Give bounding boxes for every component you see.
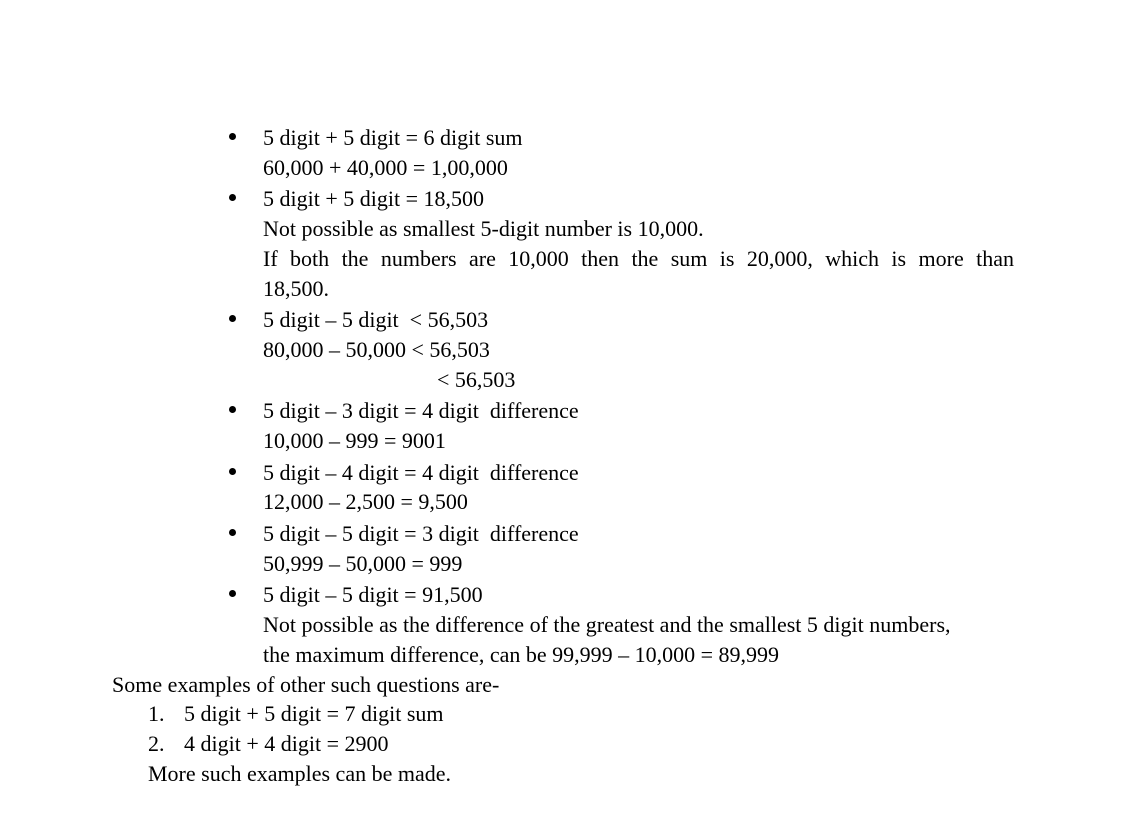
bullet-detail-line: 18,500. — [263, 276, 329, 301]
bullet-heading: 5 digit – 4 digit = 4 digit difference — [263, 460, 579, 485]
bullet-detail-line: 50,999 – 50,000 = 999 — [263, 551, 463, 576]
bullet-detail-line: < 56,503 — [437, 367, 516, 392]
bullet-heading: 5 digit – 5 digit = 3 digit difference — [263, 521, 579, 546]
bullet-heading: 5 digit – 5 digit = 91,500 — [263, 582, 483, 607]
bullet-dot — [229, 529, 236, 536]
bullet-detail-line: 12,000 – 2,500 = 9,500 — [263, 489, 468, 514]
example-number: 2. — [148, 731, 165, 756]
bullet-heading: 5 digit + 5 digit = 18,500 — [263, 186, 484, 211]
bullet-detail-line: 10,000 – 999 = 9001 — [263, 428, 446, 453]
examples-intro: Some examples of other such questions are- — [112, 672, 500, 697]
bullet-dot — [229, 590, 236, 597]
example-number: 1. — [148, 701, 165, 726]
bullet-dot — [229, 468, 236, 475]
example-text: 5 digit + 5 digit = 7 digit sum — [184, 701, 444, 726]
bullet-detail-line: 80,000 – 50,000 < 56,503 — [263, 337, 490, 362]
bullet-detail-line: the maximum difference, can be 99,999 – 10,000 = 89,999 — [263, 642, 780, 667]
closing-text: More such examples can be made. — [148, 761, 451, 786]
bullet-dot — [229, 406, 236, 413]
bullet-dot — [229, 133, 236, 140]
bullet-heading: 5 digit + 5 digit = 6 digit sum — [263, 125, 523, 150]
bullet-dot — [229, 315, 236, 322]
bullet-detail-line: If both the numbers are 10,000 then the sum is 20,000, which is more than — [263, 246, 1014, 271]
example-text: 4 digit + 4 digit = 2900 — [184, 731, 389, 756]
bullet-detail-line: 60,000 + 40,000 = 1,00,000 — [263, 155, 508, 180]
bullet-detail-line: Not possible as the difference of the greatest and the smallest 5 digit numbers, — [263, 612, 951, 637]
bullet-heading: 5 digit – 3 digit = 4 digit difference — [263, 398, 579, 423]
bullet-dot — [229, 194, 236, 201]
bullet-heading: 5 digit – 5 digit < 56,503 — [263, 307, 489, 332]
bullet-detail-line: Not possible as smallest 5-digit number is 10,000. — [263, 216, 704, 241]
